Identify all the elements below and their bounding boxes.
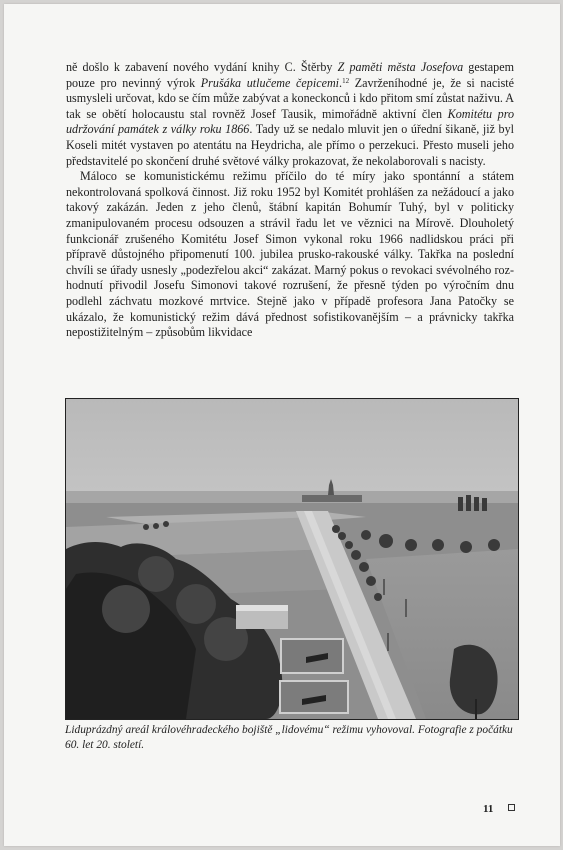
text-run: .	[339, 75, 343, 90]
committee-name: Komitétu pro udržování památek z války roku 1866	[66, 106, 515, 137]
text-run: gestapem pouze pro nevinný výrok	[66, 60, 514, 90]
paragraph-2: Máloco se komunistickému režimu příčilo do té míry jako spontánní a státem nekontrolovaná spolková činnost. Již roku 1952 byl Komitét prohlášen za nežádoucí a jako takový zakázán. Jeden z jeho členů, štábní kapitán Bohumír Tuhý, byl v politicky zmanipulovaném procesu odsouzen a strávil řadu let ve věznici na Mírově. Dlouholetý funkcionář zrušeného Komitétu Josef Simon vykonal roku 1966 nadlidskou práci při přípravě důstojného připomenutí 100. jubilea prusko-rakouské války. Takřka na poslední chvíli se úřady usnesly „podezřelou akci“ zakázat. Marný pokus o revokaci svévolného rozhodnutí přivodil Josefu Simonovi takové rozrušení, že přesně týden po výročním dnu podlehl záchvatu mozkové mrtvice. Stejně jako v případě profesora Jana Patočky se ukázalo, že komunistický režim dává přednost sofistikovanějším – a právnicky takřka nepostižitelným – způsobům likvidace	[66, 169, 514, 340]
text-run: . Tady už se nedalo mluvit jen o úřední šikaně, již byl Koseli mitét vystaven po atentátu na Heydricha, ale přímo o perzekuci. Přesto museli jeho představitelé po skončení druhé světové války prokazovat, že nekolaborovali s nacisty.	[66, 122, 514, 168]
square-ornament-icon	[508, 804, 515, 811]
paragraph-1	[66, 60, 514, 169]
page-number: 11	[483, 803, 494, 815]
battlefield-photo	[65, 398, 519, 720]
text-run: Zavrženíhodné je, že si nacisté usmysleli určovat, kdo se čím může zabývat a koneckonců i kdo přitom smí zůstat naživu. A tak se obětí holocaustu stal rovněž Josef Tausik, mimořádně aktivní člen	[66, 75, 514, 121]
book-page	[4, 4, 560, 846]
photo-caption: Liduprázdný areál královéhradeckého bojiště „lidovému“ režimu vyhovoval. Fotografie z počátku 60. let 20. století.	[65, 724, 513, 751]
body-text	[66, 60, 514, 341]
text-run: ně došlo k zabavení nového vydání knihy C. Štěrby	[66, 60, 338, 74]
quote: Prušáka utlučeme čepicemi	[200, 75, 340, 90]
book-title: Z paměti města Josefova	[337, 60, 464, 74]
footnote-ref: 12	[342, 76, 350, 85]
